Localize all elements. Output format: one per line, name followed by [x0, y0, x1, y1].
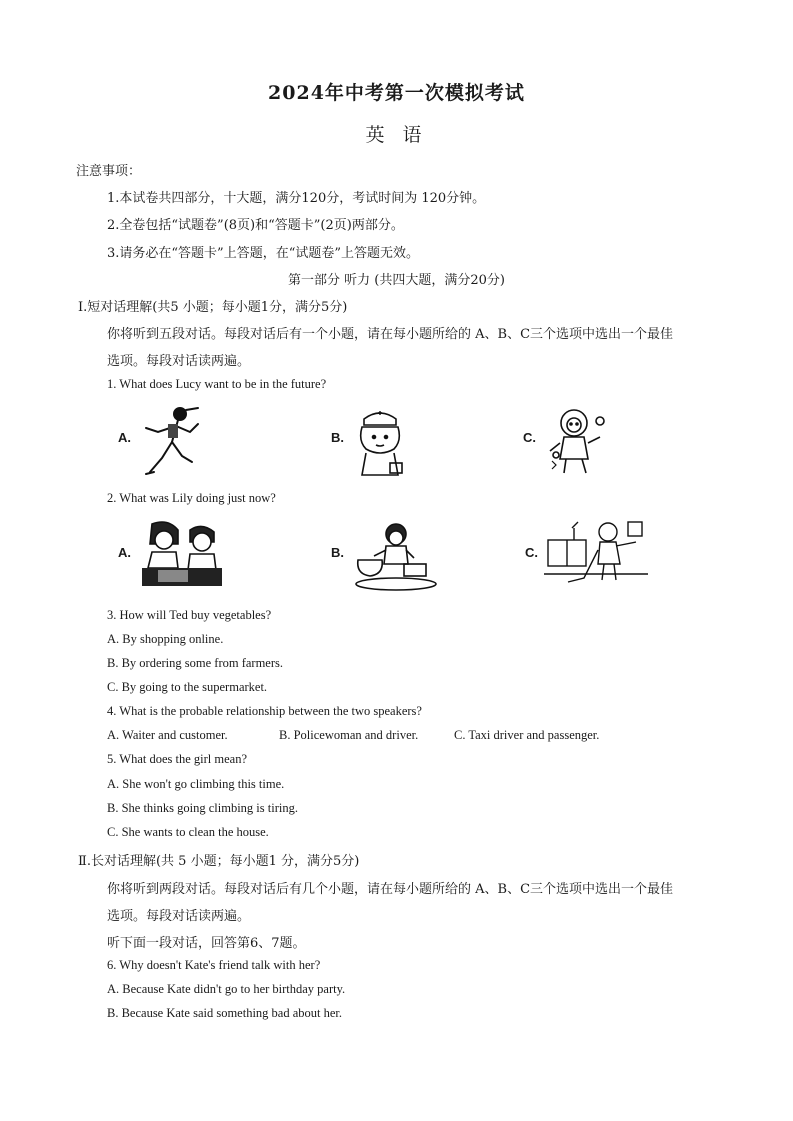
girl-washing-clothes-picture: [350, 518, 440, 592]
girl-mopping-floor-picture: [544, 518, 648, 590]
answer-option: B. She thinks going climbing is tiring.: [107, 801, 298, 815]
exam-title: 2024年中考第一次模拟考试: [268, 82, 525, 104]
answer-option: B. By ordering some from farmers.: [107, 656, 284, 670]
question-text: 1. What does Lucy want to be in the future?: [107, 377, 327, 391]
option-letter: A.: [118, 545, 131, 560]
answer-option: B. Because Kate said something bad about her.: [107, 1006, 343, 1020]
option-letter: B.: [331, 545, 344, 560]
notes-item: 1.本试卷共四部分，十大题，满分120分，考试时间为 120分钟。: [107, 191, 486, 206]
question-text: 4. What is the probable relationship between the two speakers?: [107, 704, 422, 718]
answer-option: A. By shopping online.: [107, 632, 224, 646]
astronaut-picture: [542, 403, 612, 479]
notes-item: 3.请务必在“答题卡”上答题，在“试题卷”上答题无效。: [107, 246, 419, 261]
answer-option: B. Policewoman and driver.: [279, 728, 419, 742]
answer-option: A. Waiter and customer.: [107, 728, 228, 742]
option-letter: A.: [118, 430, 131, 445]
answer-option: A. Because Kate didn't go to her birthday party.: [107, 982, 346, 996]
sub-instruction: 听下面一段对话，回答第6、7题。: [107, 936, 306, 951]
notes-heading: 注意事项：: [76, 164, 142, 179]
question-text: 3. How will Ted buy vegetables?: [107, 608, 272, 622]
answer-option: C. By going to the supermarket.: [107, 680, 268, 694]
section-instruction: 你将听到两段对话。每段对话后有几个小题，请在每小题所给的 A、B、C三个选项中选出一个最佳: [107, 882, 674, 897]
answer-option: C. Taxi driver and passenger.: [454, 728, 600, 742]
section-heading: Ⅱ.长对话理解(共 5 小题；每小题1 分，满分5分): [78, 854, 360, 869]
option-letter: C.: [523, 430, 536, 445]
section-instruction: 选项。每段对话读两遍。: [107, 909, 251, 924]
nurse-picture: [350, 405, 410, 479]
answer-option: C. She wants to clean the house.: [107, 825, 269, 839]
option-letter: B.: [331, 430, 344, 445]
notes-item: 2.全卷包括“试题卷”(8页)和“答题卡”(2页)两部分。: [107, 218, 404, 233]
question-text: 5. What does the girl mean?: [107, 752, 248, 766]
subject-title: 英 语: [365, 124, 428, 146]
answer-option: A. She won't go climbing this time.: [107, 777, 285, 791]
option-letter: C.: [525, 545, 538, 560]
runner-picture: [138, 402, 218, 480]
question-text: 2. What was Lily doing just now?: [107, 491, 276, 505]
question-text: 6. Why doesn't Kate's friend talk with her?: [107, 958, 321, 972]
section-heading: Ⅰ.短对话理解(共5 小题；每小题1分，满分5分): [78, 300, 348, 315]
section-instruction: 你将听到五段对话。每段对话后有一个小题，请在每小题所给的 A、B、C三个选项中选出一个最佳: [107, 327, 674, 342]
part-heading: 第一部分 听力 (共四大题，满分20分): [288, 273, 505, 288]
children-eating-picture: [138, 520, 224, 590]
section-instruction: 选项。每段对话读两遍。: [107, 354, 251, 369]
